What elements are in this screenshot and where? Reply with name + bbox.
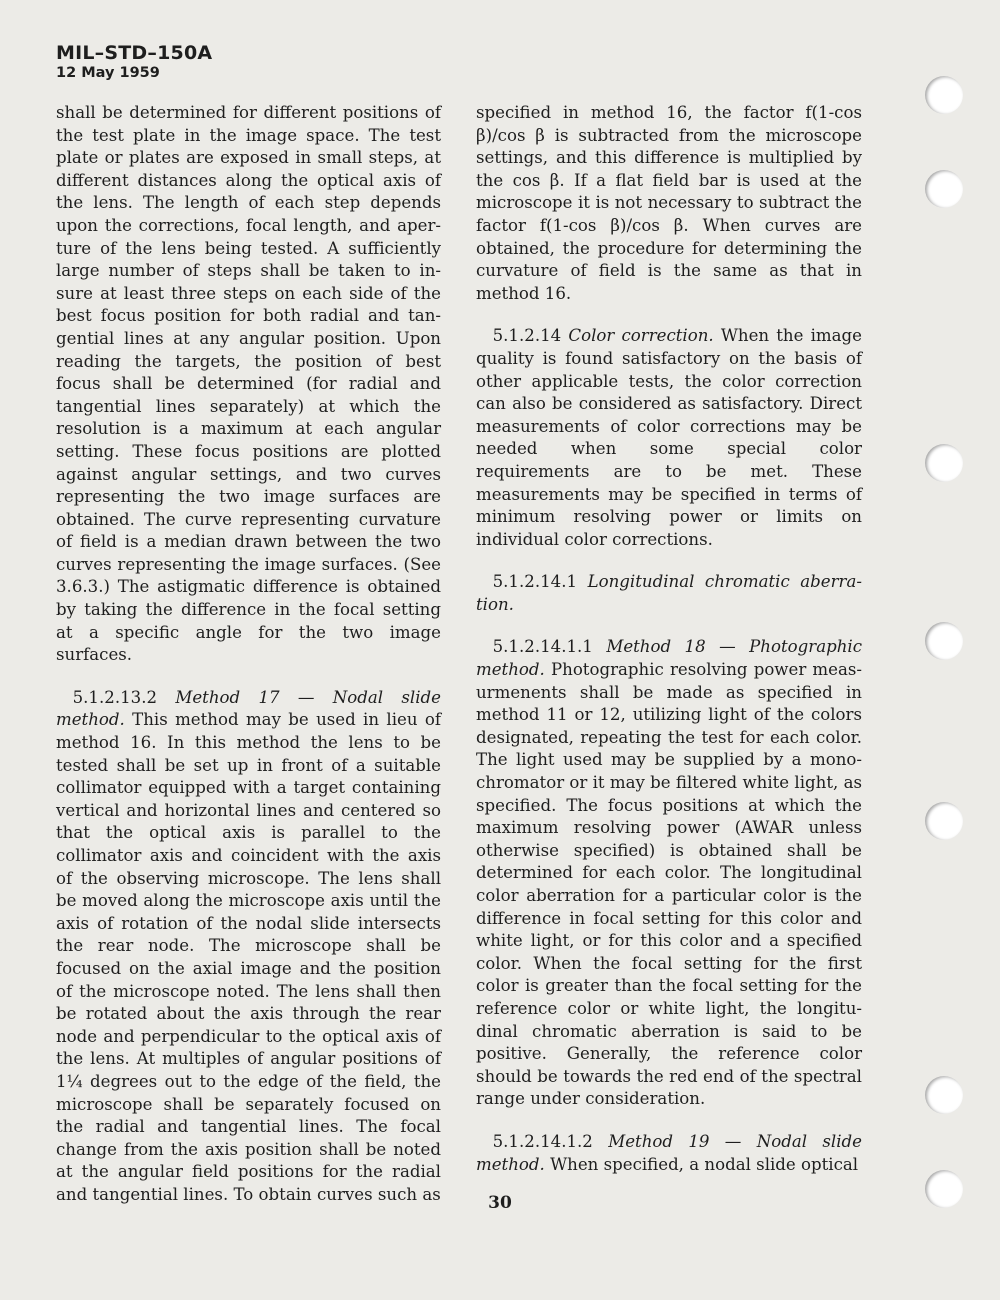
section-title: Longitudinal chromatic aberration.	[476, 572, 862, 614]
section-title: Method 19 — Nodal slide method.	[476, 1131, 862, 1174]
paragraph-body: When specified, a nodal slide optical	[550, 1154, 859, 1174]
left-column	[56, 102, 441, 1227]
section-number: 5.1.2.14.1	[492, 572, 578, 592]
page-number: 30	[488, 1193, 512, 1213]
paragraph-body: Photographic resolving power measurmenents shall be made as specified in method 11 or 12, utilizing light of the colors designated, repeating the test for each color. The light used may be supplied by a monochromator or it may be filtered white light, as specified. The focus positions at which the maximum resolving power (AWAR unless otherwise specified) is obtained shall be determined for each color. The longitudinal color aberration for a particular color is the difference in focal setting for this color and white light, or for this color and a specified color. When the focal setting for the first color is greater than the focal setting for the reference color or white light, the longitudinal chromatic aberration is said to be positive. Generally, the reference color should be towards the red end of the spectral range under consideration.	[476, 660, 862, 1109]
paragraph-color-correction	[476, 325, 862, 551]
binder-hole	[925, 444, 963, 482]
paragraph-method17-cont: specified in method 16, the factor f(1-cos β)/cos β is subtracted from the microscope settings, and this difference is multiplied by the cos β. If a flat field bar is used at the microscope it is not necessary to subtract the factor f(1-cos β)/cos β. When curves are obtained, the procedure for determining the curvature of field is the same as that in method 16.	[476, 103, 862, 303]
paragraph-method17	[56, 687, 441, 1207]
paragraph-curvature-method16-cont: shall be determined for different positions of the test plate in the image space. The test plate or plates are exposed in small steps, at different distances along the optical axis of the lens. The length of each step depends upon the corrections, focal length, and aperture of the lens being tested. A sufficiently large number of steps shall be taken to insure at least three steps on each side of the best focus position for both radial and tangential lines at any angular position. Upon reading the targets, the position of best focus shall be determined (for radial and tangential lines separately) at which the resolution is a maximum at each angular setting. These focus positions are plotted against angular settings, and two curves representing the two image surfaces are obtained. The curve representing curvature of field is a median drawn between the two curves representing the image surfaces. (See 3.6.3.) The astigmatic difference is obtained by taking the difference in the focal setting at a specific angle for the two image surfaces.	[56, 103, 441, 665]
section-number: 5.1.2.14.1.1	[492, 637, 593, 657]
section-title: Color correction.	[568, 326, 714, 346]
paragraph-method19	[476, 1131, 862, 1176]
document-date: 12 May 1959	[56, 65, 160, 81]
document-id: MIL–STD–150A	[56, 42, 213, 64]
paragraph-body: When the image quality is found satisfactory on the basis of other applicable tests, the color correction can also be considered as satisfactory. Direct measurements of color corrections may be needed when some special color requirements are to be met. These measurements may be specified in terms of minimum resolving power or limits on individual color corrections.	[476, 326, 862, 549]
binder-hole	[925, 76, 963, 114]
binder-hole	[925, 1170, 963, 1208]
section-title: Method 18 — Photographic method.	[476, 637, 863, 680]
paragraph-longitudinal-chromatic	[476, 571, 862, 616]
right-column	[476, 102, 862, 1196]
binder-hole	[925, 170, 963, 208]
binder-hole	[925, 622, 963, 660]
section-title: Method 17 — Nodal slide method.	[56, 687, 441, 730]
binder-hole	[925, 1076, 963, 1114]
paragraph-body: This method may be used in lieu of method 16. In this method the lens to be tested shall be set up in front of a suitable collimator equipped with a target containing vertical and horizontal lines and centered so that the optical axis is parallel to the collimator axis and coincident with the axis of the observing microscope. The lens shall be moved along the microscope axis until the axis of rotation of the nodal slide intersects the rear node. The microscope shall be focused on the axial image and the position of the microscope noted. The lens shall then be rotated about the axis through the rear node and perpendicular to the optical axis of the lens. At multiples of angular positions of 1¼ degrees out to the edge of the field, the microscope shall be separately focused on the radial and tangential lines. The focal change from the axis position shall be noted at the angular field positions for the radial and tangential lines. To obtain curves such as	[56, 710, 441, 1204]
paragraph-method18	[476, 636, 862, 1110]
section-number: 5.1.2.14.1.2	[492, 1131, 593, 1151]
page-header	[56, 42, 212, 82]
section-number: 5.1.2.13.2	[72, 687, 158, 707]
binder-hole	[925, 802, 963, 840]
section-number: 5.1.2.14	[492, 326, 562, 346]
